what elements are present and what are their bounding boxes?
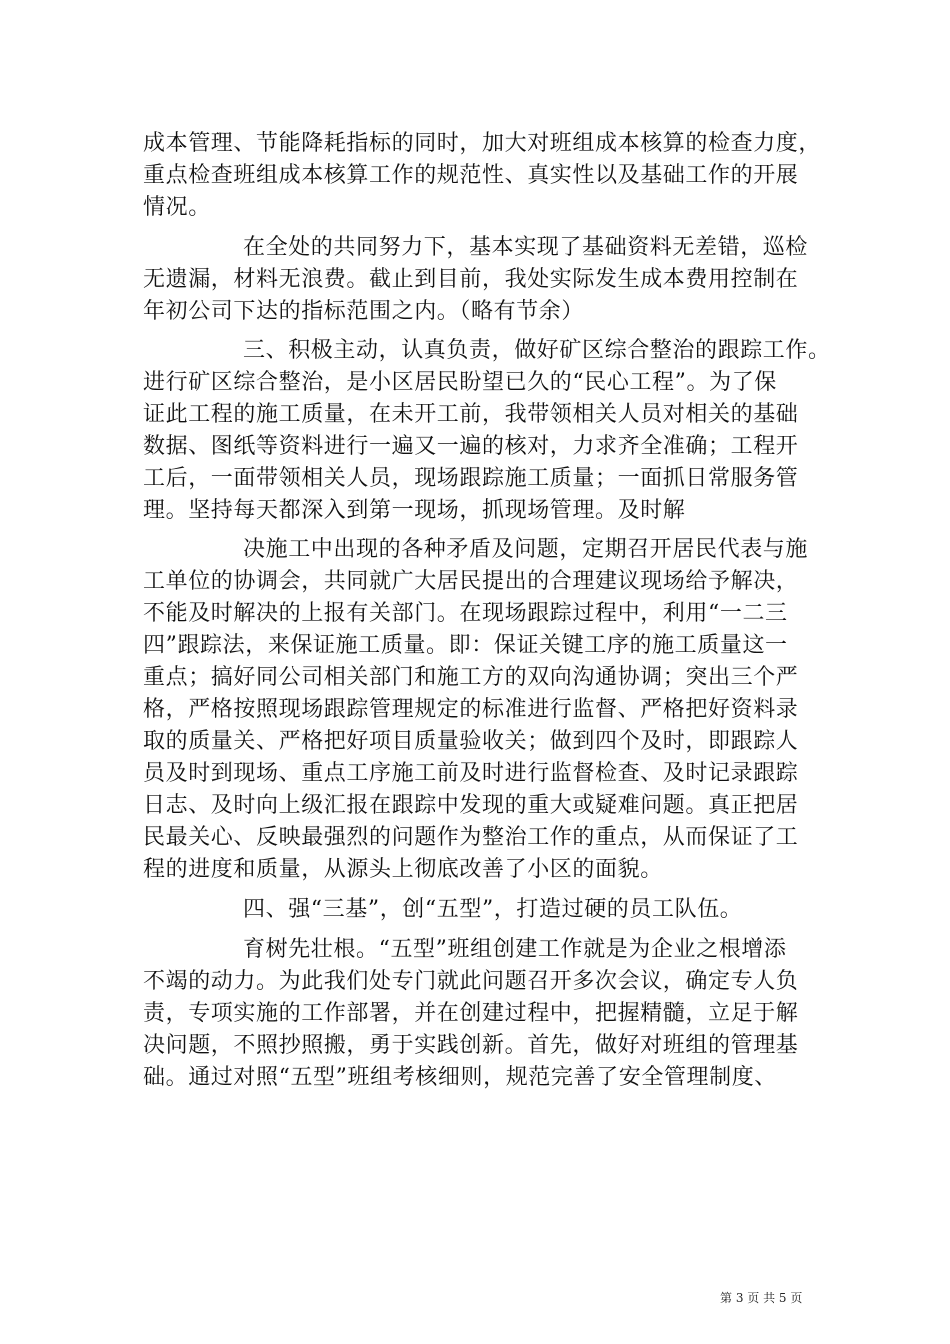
text-line: 日志、及时向上级汇报在跟踪中发现的重大或疑难问题。真正把居 [143, 793, 799, 818]
text-line: 数据、图纸等资料进行一遍又一遍的核对，力求齐全准确；工程开 [143, 434, 799, 459]
text-line: 重点检查班组成本核算工作的规范性、真实性以及基础工作的开展 [143, 163, 799, 188]
text-line: 无遗漏，材料无浪费。截止到目前，我处实际发生成本费用控制在 [143, 267, 799, 292]
text-line: 决问题，不照抄照搬，勇于实践创新。首先，做好对班组的管理基 [143, 1033, 799, 1058]
paragraph-first-line: 育树先壮根。“五型”班组创建工作就是为企业之根增添 [243, 937, 787, 962]
text-line: 进行矿区综合整治，是小区居民盼望已久的“民心工程”。为了保 [143, 370, 777, 395]
text-line: 四”跟踪法，来保证施工质量。即：保证关键工序的施工质量这一 [143, 633, 788, 658]
text-line: 情况。 [143, 195, 211, 220]
paragraph-first-line: 决施工中出现的各种矛盾及问题，定期召开居民代表与施 [243, 537, 809, 562]
text-line: 员及时到现场、重点工序施工前及时进行监督检查、及时记录跟踪 [143, 761, 799, 786]
text-line: 不能及时解决的上报有关部门。在现场跟踪过程中，利用“一二三 [143, 601, 788, 626]
text-line: 工后，一面带领相关人员，现场跟踪施工质量；一面抓日常服务管 [143, 466, 799, 491]
text-line: 础。通过对照“五型”班组考核细则，规范完善了安全管理制度、 [143, 1065, 777, 1090]
text-line: 年初公司下达的指标范围之内。（略有节余） [143, 299, 585, 324]
text-line: 理。坚持每天都深入到第一现场，抓现场管理。及时解 [143, 498, 686, 523]
text-line: 工单位的协调会，共同就广大居民提出的合理建议现场给予解决， [143, 569, 799, 594]
page-number: 第 3 页 共 5 页 [720, 1291, 803, 1305]
text-line: 民最关心、反映最强烈的问题作为整治工作的重点，从而保证了工 [143, 825, 799, 850]
section-heading-3: 三、积极主动，认真负责，做好矿区综合整治的跟踪工作。 [243, 338, 831, 363]
text-line: 证此工程的施工质量，在未开工前，我带领相关人员对相关的基础 [143, 402, 799, 427]
text-line: 责，专项实施的工作部署，并在创建过程中，把握精髓，立足于解 [143, 1001, 799, 1026]
text-line: 不竭的动力。为此我们处专门就此问题召开多次会议，确定专人负 [143, 969, 799, 994]
text-line: 成本管理、节能降耗指标的同时，加大对班组成本核算的检查力度， [143, 131, 822, 156]
paragraph-first-line: 在全处的共同努力下，基本实现了基础资料无差错，巡检 [243, 235, 809, 260]
text-line: 程的进度和质量，从源头上彻底改善了小区的面貌。 [143, 857, 663, 882]
text-line: 取的质量关、严格把好项目质量验收关；做到四个及时，即跟踪人 [143, 729, 799, 754]
section-heading-4: 四、强“三基”，创“五型”，打造过硬的员工队伍。 [243, 897, 743, 922]
text-line: 格，严格按照现场跟踪管理规定的标准进行监督、严格把好资料录 [143, 697, 799, 722]
text-line: 重点；搞好同公司相关部门和施工方的双向沟通协调；突出三个严 [143, 665, 799, 690]
